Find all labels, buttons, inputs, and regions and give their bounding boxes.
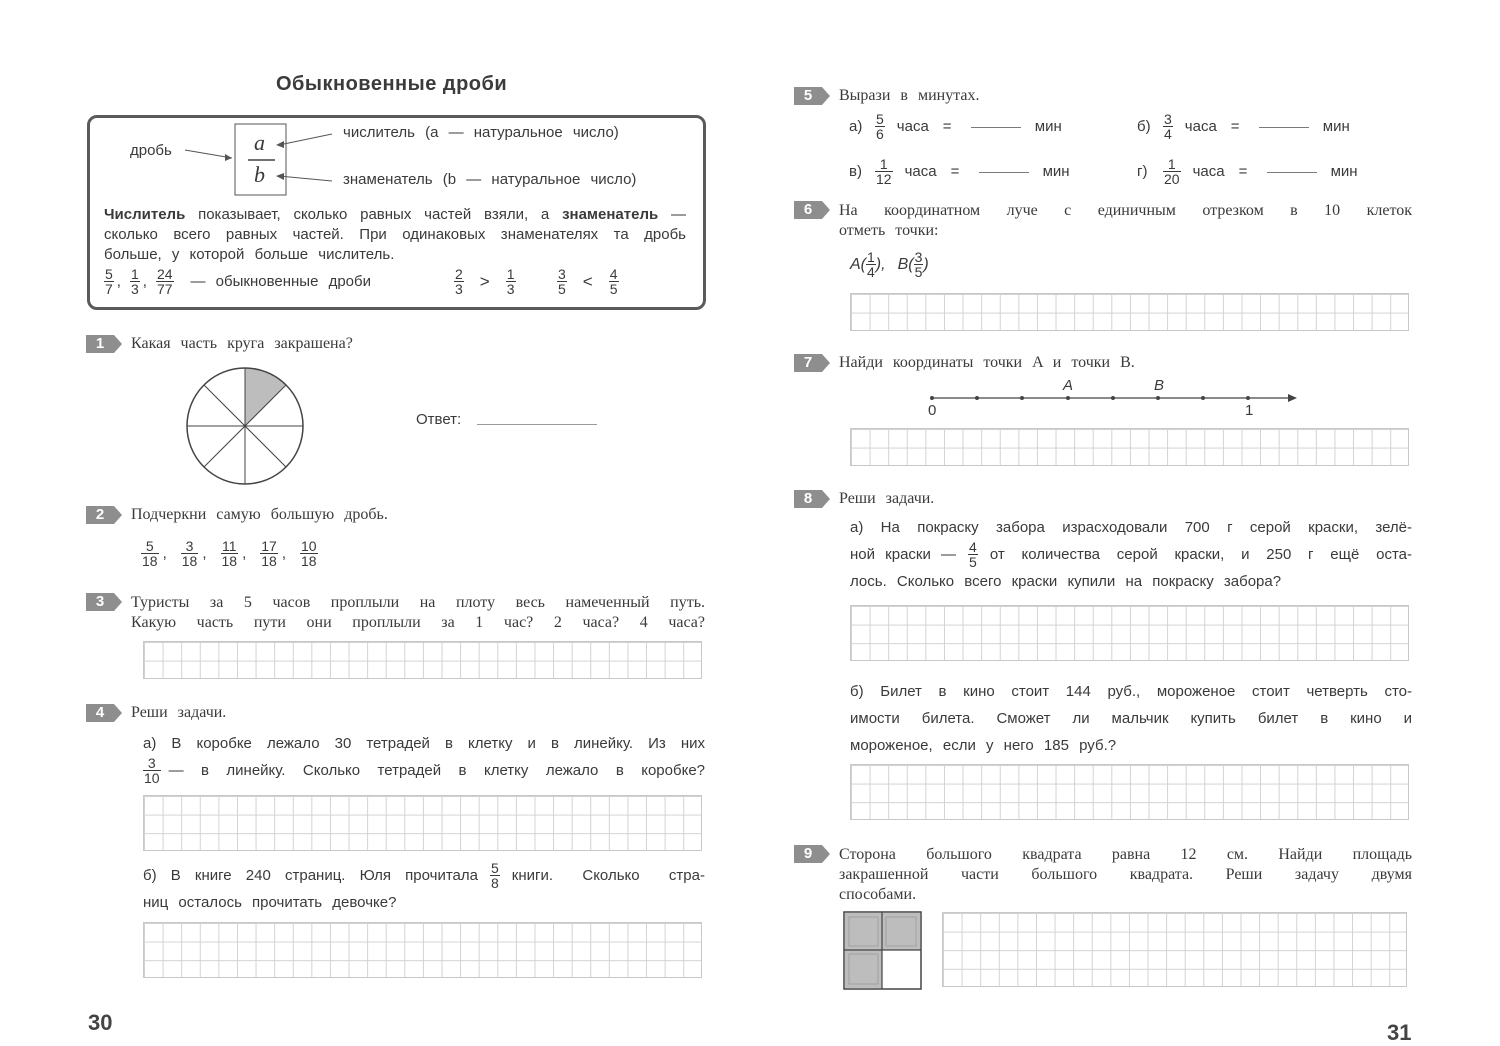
example-fraction: $\frac{24}{77}$ (156, 266, 173, 297)
point-label-b: B (1154, 377, 1165, 394)
answer-grid[interactable] (942, 912, 1407, 987)
page-number-right: 31 (1387, 1020, 1412, 1045)
choice-fraction[interactable]: $\frac{10}{18}$ (301, 538, 317, 569)
tick-label-one: 1 (1245, 402, 1254, 419)
fraction-diagram (180, 120, 350, 200)
example-fraction: $\frac{5}{7}$ (105, 266, 113, 297)
task4a-line2: $\frac{3}{10}$ — в линейку. Сколько тетрадей в клетку лежало в коробке? (144, 755, 705, 786)
task9-line2: закрашенной части большого квадрата. Реши задачу двумя (839, 866, 1412, 883)
answer-blank[interactable] (1259, 126, 1309, 128)
task2-fractions: $\frac{5}{18}$ , $\frac{3}{18}$ , $\frac{11}{18}$ , $\frac{17}{18}$ , $\frac{10}{18}$ (142, 538, 317, 569)
label-fraction: дробь (130, 142, 172, 159)
square-diagram (843, 911, 923, 991)
task8b-line1: б) Билет в кино стоит 144 руб., мороженое стоит четверть сто- (850, 683, 1412, 700)
comparison-2: $\frac{3}{5}$ < $\frac{4}{5}$ (558, 266, 618, 297)
task8a-line1: а) На покраску забора израсходовали 700 г серой краски, зелё- (850, 519, 1412, 536)
task-badge-5: 5 (794, 87, 822, 105)
answer-blank[interactable] (971, 126, 1021, 128)
task-badge-9: 9 (794, 845, 822, 863)
choice-fraction[interactable]: $\frac{5}{18}$ (142, 538, 158, 569)
answer-grid[interactable] (143, 795, 702, 851)
example-fraction: $\frac{1}{3}$ (130, 266, 139, 297)
task7-text: Найди координаты точки A и точки B. (839, 354, 1135, 371)
task4-text: Реши задачи. (131, 704, 227, 721)
label-numerator: числитель (a — натуральное число) (343, 124, 619, 141)
denominator-symbol: b (254, 162, 265, 187)
task8a-line2: ной краски — $\frac{4}{5}$ от количества серой краски, и 250 г ещё оста- (850, 539, 1412, 570)
task4a-line1: а) В коробке лежало 30 тетрадей в клетку и в линейку. Из них (143, 735, 705, 752)
page-number-left: 30 (88, 1010, 113, 1035)
task9-text (839, 845, 1412, 905)
task6-line1: На координатном луче с единичным отрезком в 10 клеток (839, 202, 1412, 219)
task2-text: Подчеркни самую большую дробь. (131, 506, 388, 523)
task-badge-7: 7 (794, 354, 822, 372)
answer-grid[interactable] (143, 641, 702, 679)
circle-diagram (185, 366, 305, 486)
answer-grid[interactable] (850, 293, 1409, 331)
task4b-line1: б) В книге 240 страниц. Юля прочитала $\frac{5}{8}$ книги. Сколько стра- (143, 860, 705, 891)
task-badge-4: 4 (86, 704, 114, 722)
task-badge-2: 2 (86, 506, 114, 524)
task3-text (131, 593, 705, 633)
task3-line2: Какую часть пути они проплыли за 1 час? 2 часа? 4 часа? (131, 614, 705, 631)
rule-dash: — (671, 206, 686, 223)
task5-item-a: а) $\frac{5}{6}$ часа = мин (849, 111, 1062, 142)
task-badge-1: 1 (86, 335, 114, 353)
examples-label: — обыкновенные дроби (190, 273, 371, 290)
numerator-symbol: a (254, 130, 265, 155)
task9-line3: способами. (839, 886, 917, 903)
task8a-line3: лось. Сколько всего краски купили на покраску забора? (850, 573, 1282, 590)
label-denominator: знаменатель (b — натуральное число) (343, 171, 637, 188)
examples-row: $\frac{5}{7}$ , $\frac{1}{3}$ , $\frac{24}{77}$ — обыкновенные дроби (105, 266, 371, 297)
task5-item-b: б) $\frac{3}{4}$ часа = мин (1137, 111, 1350, 142)
task-badge-8: 8 (794, 490, 822, 508)
task6-points: A( $\frac{1}{4}$ ), B( $\frac{3}{5}$ ) (850, 249, 929, 280)
task5-item-v: в) $\frac{1}{12}$ часа = мин (849, 156, 1070, 187)
tick-label-zero: 0 (928, 402, 937, 419)
answer-grid[interactable] (143, 922, 702, 978)
task5-text: Вырази в минутах. (839, 87, 980, 104)
rule-line2: сколько всего равных частей. При одинаковых знаменателях та дробь (104, 226, 686, 243)
answer-grid[interactable] (850, 428, 1409, 466)
task8b-text (850, 678, 1412, 759)
bold-numerator: Числитель (104, 206, 186, 223)
rule-line3: больше, у которой больше числитель. (104, 246, 395, 263)
answer-line[interactable] (477, 424, 597, 425)
point-label-a: A (1063, 377, 1074, 394)
answer-blank[interactable] (979, 171, 1029, 173)
page-title: Обыкновенные дроби (276, 73, 508, 95)
task4b-line2: ниц осталось прочитать девочке? (143, 894, 397, 911)
answer-label: Ответ: (416, 411, 462, 428)
task5-item-g: г) $\frac{1}{20}$ часа = мин (1137, 156, 1358, 187)
rule-text (104, 205, 686, 265)
comparison-1: $\frac{2}{3}$ > $\frac{1}{3}$ (455, 266, 515, 297)
task8b-line3: мороженое, если у него 185 руб.? (850, 737, 1117, 754)
task3-line1: Туристы за 5 часов проплыли на плоту весь намеченный путь. (131, 594, 705, 611)
task8b-line2: имости билета. Сможет ли мальчик купить билет в кино и (850, 710, 1412, 727)
task6-line2: отметь точки: (839, 222, 939, 239)
answer-grid[interactable] (850, 605, 1409, 661)
answer-blank[interactable] (1267, 171, 1317, 173)
choice-fraction[interactable]: $\frac{3}{18}$ (181, 538, 198, 569)
choice-fraction[interactable]: $\frac{11}{18}$ (221, 538, 238, 569)
rule-line1: показывает, сколько равных частей взяли, а (198, 206, 550, 223)
task6-text (839, 201, 1412, 241)
task-badge-6: 6 (794, 201, 822, 219)
bold-denominator: знаменатель (562, 206, 659, 223)
task1-text: Какая часть круга закрашена? (131, 335, 353, 352)
task-badge-3: 3 (86, 593, 114, 611)
choice-fraction[interactable]: $\frac{17}{18}$ (261, 538, 277, 569)
answer-grid[interactable] (850, 764, 1409, 820)
task9-line1: Сторона большого квадрата равна 12 см. Найди площадь (839, 846, 1412, 863)
task8-text: Реши задачи. (839, 490, 935, 507)
